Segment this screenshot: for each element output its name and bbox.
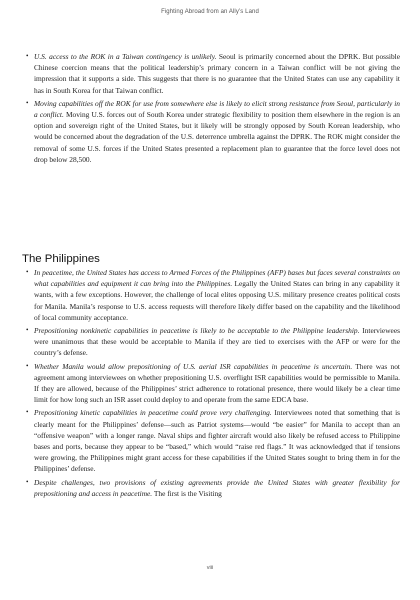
bullet-lead: Prepositioning kinetic capabilities in peacetime could prove very challenging.	[34, 408, 272, 418]
bullet-item	[26, 98, 400, 165]
section-heading: The Philippines	[22, 253, 100, 265]
bullet-lead: In peacetime, the United States has access to Armed Forces of the Philippines (AFP) bases but faces several constraints on what capabilities and equipment it can bring into the Philippines.	[34, 268, 400, 289]
bullet-dot: •	[26, 361, 29, 370]
bullet-body: Interviewees were unanimous that these would be acceptable to Manila if they are tied to exercises with the AFP or were for the country’s defense.	[34, 326, 400, 358]
bullet-body: The first is the Visiting	[152, 488, 222, 498]
bullet-dot: •	[26, 326, 29, 335]
bullet-dot: •	[26, 52, 29, 60]
bullet-body: There was not agreement among interviewees on whether prepositioning U.S. overflight ISR capabilities would be permissible to Manila. If they are allowed, because of the Philippines’ strict adherence to rotational presence, there would likely be a clear time limit for how long such an ISR asset could deploy to and operate from the same EDCA base.	[34, 361, 400, 405]
bullet-lead: Despite challenges, two provisions of existing agreements provide the United States with greater flexibility for prepositioning and access in peacetime.	[34, 477, 400, 498]
page-number: viii	[206, 565, 214, 571]
bullet-item	[26, 477, 400, 499]
bullet-body: Interviewees noted that something that is clearly meant for the Philippines’ defense—such as Patriot systems—would “be easier” for Manila to accept than an “offensive weapon” with a longer range. Naval ships and fighter aircraft would also likely be refused access to Philippine bases and ports, because they appear to be “based,” which would “raise red flags.” It was acknowledged that if tensions were growing, the Philippines might grant access for these capabilities if the United States sought to bring them in for the Philippines’ defense.	[34, 408, 400, 474]
bullet-lead: Whether Manila would allow prepositioning of U.S. aerial ISR capabilities in peacetime is uncertain.	[34, 361, 353, 371]
top-bullet-list	[26, 51, 400, 167]
bullet-lead: Moving capabilities off the ROK for use from somewhere else is likely to elicit strong resistance from Seoul, particularly in a conflict.	[34, 98, 400, 120]
bullet-dot: •	[26, 477, 29, 486]
bullet-lead: U.S. access to the ROK in a Taiwan contingency is unlikely.	[34, 52, 217, 61]
bullet-item	[26, 325, 400, 359]
main-bullet-list	[26, 267, 400, 501]
bullet-item	[26, 407, 400, 474]
bullet-body: Seoul is primarily concerned about the DPRK. But possible Chinese coercion means that the political leadership’s primary concern in a Taiwan conflict will be not giving the impression that it supports a side. This suggests that there is no guarantee that the United States can use any capability it has in South Korea for that Taiwan conflict.	[34, 52, 400, 95]
bullet-dot: •	[26, 268, 29, 276]
bullet-dot: •	[26, 98, 29, 107]
bullet-item	[26, 361, 400, 406]
bullet-lead: Prepositioning nonkinetic capabilities in peacetime is likely to be acceptable to the Philippine leadership.	[34, 326, 360, 336]
bullet-body: Moving U.S. forces out of South Korea under strategic flexibility to position them elsewhere in the region is an option and sovereign right of the United States, but it likely will be strongly opposed by South Korean leadership, who would be concerned about the degradation of the U.S. deterrence umbrella against the DPRK. The ROK might consider the removal of some U.S. forces if the United States presented a replacement plan to guarantee that the force level does not drop below 28,500.	[34, 110, 400, 164]
bullet-body: Legally the United States can bring in any capability it wants, with a few exceptions. However, the challenge of local elites opposing U.S. military presence creates political costs for Manila. Manila’s response to U.S. access requests will therefore likely differ based on the capability and the likelihood of local community acceptance.	[34, 279, 400, 322]
bullet-item	[26, 267, 400, 323]
bullet-item	[26, 51, 400, 96]
bullet-dot: •	[26, 408, 29, 417]
running-head: Fighting Abroad from an Ally’s Land	[161, 9, 259, 15]
